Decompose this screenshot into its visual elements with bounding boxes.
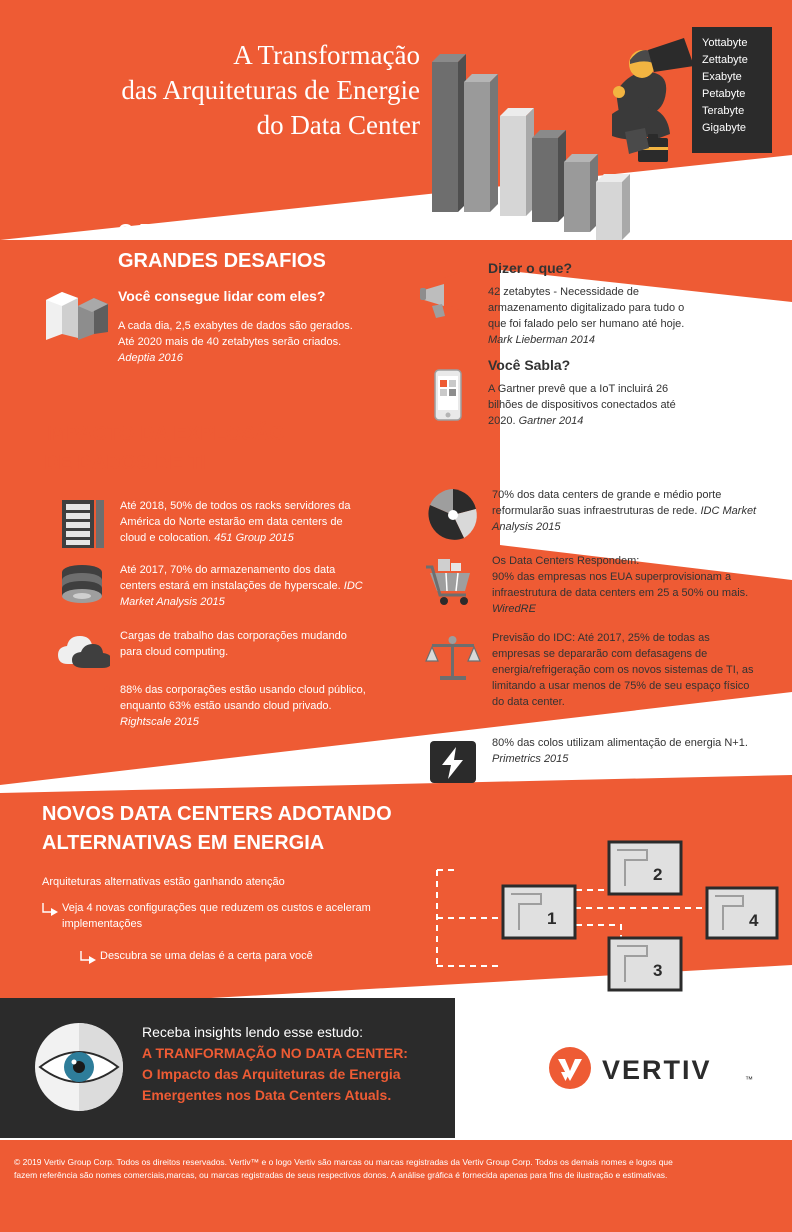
big-data-subtitle: Você consegue lidar com eles? <box>118 288 326 304</box>
dizer-callout-body <box>488 284 703 348</box>
impacto-left-bullet-text <box>120 682 372 730</box>
impacto-right-body: 70% dos data centers de grande e médio porte reformularão suas infraestruturas de rede. <box>492 489 722 517</box>
big-data-title-line-2: GRANDES DESAFIOS <box>118 250 326 272</box>
big-data-body-text: A cada dia, 2,5 exabytes de dados são gerados. Até 2020 mais de 40 zetabytes serão criados. <box>118 320 353 348</box>
pie-chart-icon <box>424 487 482 543</box>
section-big-data-heading <box>118 218 448 304</box>
impacto-left-body: Até 2017, 70% do armazenamento dos data centers estará em instalações de hyperscale. <box>120 564 341 592</box>
impacto-left-body: Cargas de trabalho das corporações mudando para cloud computing. <box>120 630 347 658</box>
svg-text:3: 3 <box>653 961 663 980</box>
impacto-title-line-2: DE DADOS DE TI <box>44 452 207 474</box>
impacto-left-body: Até 2018, 50% de todos os racks servidores da América do Norte estarão em data centers de cloud e colocation. <box>120 500 351 544</box>
cta-text-block <box>142 1022 452 1106</box>
impacto-left-item-text <box>120 498 368 546</box>
impacto-right-source: Primetrics 2015 <box>492 753 569 765</box>
cta-line-4: Emergentes nos Data Centers Atuals. <box>142 1087 392 1103</box>
big-data-source: Adeptia 2016 <box>118 352 183 364</box>
step-arrow-icon <box>42 902 58 916</box>
impacto-right-body: 80% das colos utilizam alimentação de energia N+1. <box>492 737 748 749</box>
legal-line-2: fazem referência são nomes comerciais,marcas, ou marcas registradas de seus respectivos donos. A análise gráfica é fornecida apenas para fins de ilustração e estimativas. <box>14 1170 668 1180</box>
svg-text:™: ™ <box>745 1075 753 1084</box>
sabia-body-text: A Gartner prevê que a IoT incluirá 26 bilhões de dispositivos conectados até 2020. <box>488 383 676 427</box>
svg-text:2: 2 <box>653 865 663 884</box>
server-boxes-icon <box>42 280 112 342</box>
database-stack-icon <box>54 562 110 614</box>
impacto-left-source: 451 Group 2015 <box>214 532 294 544</box>
impacto-right-item-text <box>492 553 757 617</box>
page-title-line-1: A Transformação <box>233 40 420 70</box>
byte-scale-list <box>692 27 772 153</box>
impacto-right-body-lead: Os Data Centers Respondem: <box>492 555 640 567</box>
megaphone-icon <box>418 268 474 318</box>
diagram-node-3 <box>609 938 681 990</box>
scales-balance-icon <box>424 630 482 686</box>
diagram-node-4 <box>707 888 777 938</box>
page-title-line-3: do Data Center <box>256 110 420 140</box>
legal-line-1: © 2019 Vertiv Group Corp. Todos os direitos reservados. Vertiv™ e o logo Vertiv são marcas ou marcas registradas da Vertiv Group Corp. Todos os demais nomes e logos que <box>14 1157 673 1167</box>
sabia-callout-body <box>488 381 703 429</box>
dizer-body-text: 42 zetabytes - Necessidade de armazenamento digitalizado para tudo o que foi falado pelo ser humano até hoje. <box>488 286 685 330</box>
cta-line-1: Receba insights lendo esse estudo: <box>142 1024 364 1040</box>
impacto-right-body: Previsão do IDC: Até 2017, 25% de todas as empresas se depararão com defasagens de energia/refrigeração com os novos sistemas de TI, as limitando a usar menos de 75% de seu espaço físico do data center. <box>492 632 754 708</box>
impacto-left-bullet-source: Rightscale 2015 <box>120 716 199 728</box>
step-arrow-icon <box>80 950 96 964</box>
byte-item: Terabyte <box>702 105 745 117</box>
byte-item: Petabyte <box>702 88 746 100</box>
impacto-right-source: WiredRE <box>492 603 536 615</box>
novos-step-2: Veja 4 novas configurações que reduzem os custos e aceleram implementações <box>62 902 371 930</box>
sabia-source: Gartner 2014 <box>518 415 584 427</box>
novos-title-line-2: ALTERNATIVAS EM ENERGIA <box>42 832 325 854</box>
cta-line-3: O Impacto das Arquiteturas de Energia <box>142 1066 401 1082</box>
eye-icon <box>34 1022 124 1112</box>
impacto-right-item-text <box>492 735 757 767</box>
shopping-cart-icon <box>424 553 482 609</box>
server-rack-icon <box>54 498 110 550</box>
vertiv-logo <box>548 1046 758 1090</box>
byte-item: Gigabyte <box>702 122 747 134</box>
impacto-title-line-1: IMPACTO DA EXPLOSÃO <box>44 423 285 445</box>
big-data-title-line-1: O BIG DATA TRAZ <box>118 221 291 243</box>
section-novos-heading <box>42 800 482 858</box>
impacto-left-item-text <box>120 562 368 610</box>
impacto-left-source: IDC Market Analysis 2015 <box>120 580 363 608</box>
svg-text:4: 4 <box>749 911 759 930</box>
impacto-right-item-text <box>492 487 757 535</box>
cta-line-2: A TRANFORMAÇÃO NO DATA CENTER: <box>142 1045 408 1061</box>
big-data-body <box>118 318 358 366</box>
impacto-right-body: 90% das empresas nos EUA superprovisionam a infraestrutura de data centers em 25 a 50% ou mais. <box>492 571 749 599</box>
diagram-node-1 <box>503 886 575 938</box>
diagram-node-2 <box>609 842 681 894</box>
section-impacto-heading <box>44 420 364 478</box>
page-title <box>40 38 420 143</box>
dizer-source: Mark Lieberman 2014 <box>488 334 596 346</box>
power-bolt-icon <box>424 735 482 791</box>
novos-title-line-1: NOVOS DATA CENTERS ADOTANDO <box>42 803 392 825</box>
byte-item: Zettabyte <box>702 54 748 66</box>
impacto-left-bullet-body: 88% das corporações estão usando cloud público, enquanto 63% estão usando cloud privado. <box>120 684 366 712</box>
novos-step-3: Descubra se uma delas é a certa para você <box>100 950 313 962</box>
cloud-icon <box>54 628 110 680</box>
growth-bars-illustration <box>420 20 720 245</box>
impacto-right-source: IDC Market Analysis 2015 <box>492 505 757 533</box>
byte-item: Yottabyte <box>702 37 748 49</box>
page-title-line-2: das Arquiteturas de Energie <box>121 75 420 105</box>
svg-text:VERTIV: VERTIV <box>602 1055 712 1085</box>
novos-step-1: Arquiteturas alternativas estão ganhando atenção <box>42 876 285 888</box>
svg-text:1: 1 <box>547 909 557 928</box>
smartphone-icon <box>430 368 466 422</box>
sabia-callout-title: Você Sabla? <box>488 357 571 373</box>
impacto-left-item-text <box>120 628 368 660</box>
impacto-right-item-text <box>492 630 757 710</box>
network-diagram <box>425 840 780 995</box>
legal-footer <box>0 1140 792 1232</box>
dizer-callout-title: Dizer o que? <box>488 260 573 276</box>
bullet-dot <box>104 686 110 692</box>
byte-item: Exabyte <box>702 71 742 83</box>
